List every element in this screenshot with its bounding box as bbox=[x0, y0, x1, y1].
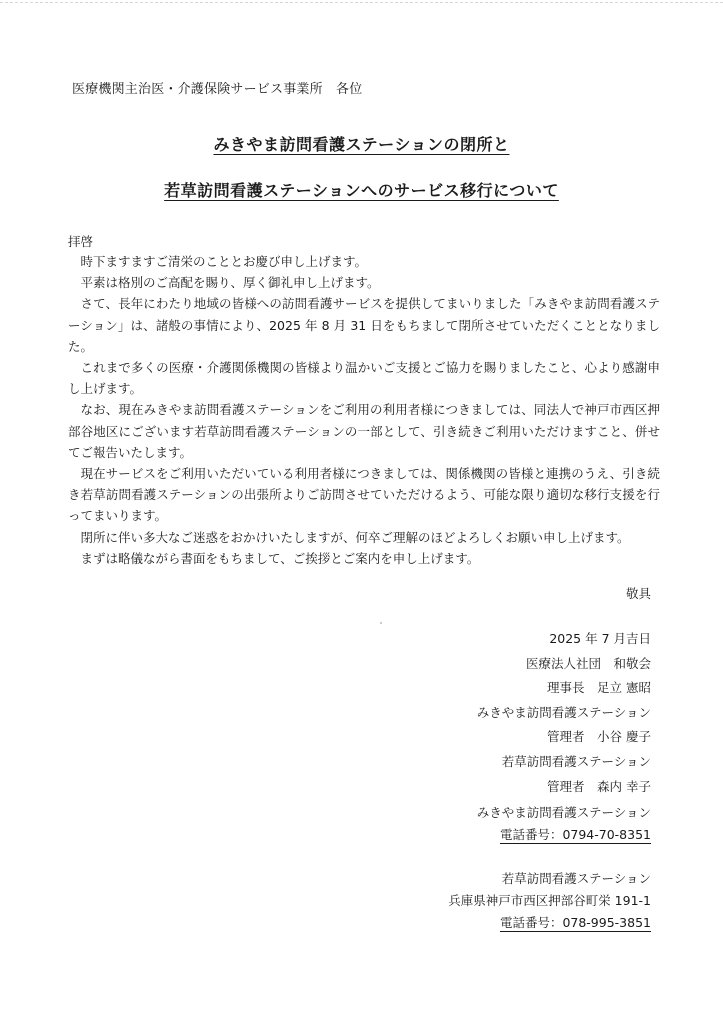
contact-wakakusa bbox=[448, 868, 651, 934]
scan-speck bbox=[380, 622, 382, 624]
signature-block bbox=[477, 627, 651, 799]
paragraph: なお、現在みきやま訪問看護ステーションをご利用の利用者様につきましては、同法人で神戸市西区押部谷地区にございます若草訪問看護ステーションの一部として、引き続きご利用いただけますこと、併せてご報告いたします。 bbox=[68, 402, 660, 460]
title-line-1 bbox=[0, 132, 723, 155]
opening-salutation: 拝啓 bbox=[68, 234, 94, 249]
paragraph: 現在サービスをご利用いただいている利用者様につきましては、関係機関の皆様と連携のうえ、引き続き若草訪問看護ステーションの出張所よりご訪問させていただけるよう、可能な限り適切な移行支援を行ってまいります。 bbox=[68, 466, 660, 524]
letter-date: 2025 年 7 月吉日 bbox=[549, 631, 651, 646]
paragraph: 平素は格別のご高配を賜り、厚く御礼申し上げます。 bbox=[80, 275, 380, 291]
contact-miki-name: みきやま訪問看護ステーション bbox=[476, 805, 651, 820]
title-line-2 bbox=[0, 178, 723, 201]
contact-wakakusa-name: 若草訪問看護ステーション bbox=[501, 871, 651, 886]
organization-name: 医療法人社団 和敬会 bbox=[525, 655, 651, 671]
scan-edge-line bbox=[0, 2, 723, 3]
paragraph: さて、長年にわたり地域の皆様への訪問看護サービスを提供してまいりました「みきやま訪問看護ステーション」は、諸般の事情により、2025 年 8 月 31 日をもちまして閉所させていただくこととなりました。 bbox=[68, 296, 660, 354]
contact-wakakusa-address: 兵庫県神戸市西区押部谷町栄 191-1 bbox=[448, 893, 651, 908]
manager-1-name: 管理者 小谷 慶子 bbox=[547, 729, 651, 745]
letter-body bbox=[68, 251, 660, 569]
title-line-1-text: みきやま訪問看護ステーションの閉所と bbox=[213, 135, 510, 154]
paragraph: 閉所に伴い多大なご迷惑をおかけいたしますが、何卒ご理解のほどよろしくお願い申し上げます。 bbox=[80, 529, 630, 545]
paragraph: これまで多くの医療・介護関係機関の皆様より温かいご支援とご協力を賜りましたこと、心より感謝申し上げます。 bbox=[68, 360, 660, 397]
paragraph: まずは略儀ながら書面をもちまして、ご挨拶とご案内を申し上げます。 bbox=[80, 550, 480, 566]
title-line-2-text: 若草訪問看護ステーションへのサービス移行について bbox=[164, 181, 559, 200]
addressee: 医療機関主治医・介護保険サービス事業所 各位 bbox=[72, 82, 363, 97]
manager-2-name: 管理者 森内 幸子 bbox=[547, 778, 651, 794]
contact-wakakusa-phone: 電話番号：078-995-3851 bbox=[499, 915, 651, 930]
chairman-name: 理事長 足立 憲昭 bbox=[547, 680, 651, 696]
paragraph: 時下ますますご清栄のこととお慶び申し上げます。 bbox=[80, 254, 368, 269]
contact-miki bbox=[477, 802, 651, 846]
station-2-name: 若草訪問看護ステーション bbox=[501, 753, 651, 769]
station-1-name: みきやま訪問看護ステーション bbox=[476, 704, 651, 720]
contact-miki-phone: 電話番号：0794-70-8351 bbox=[499, 827, 651, 842]
closing-salutation: 敬具 bbox=[625, 586, 651, 601]
